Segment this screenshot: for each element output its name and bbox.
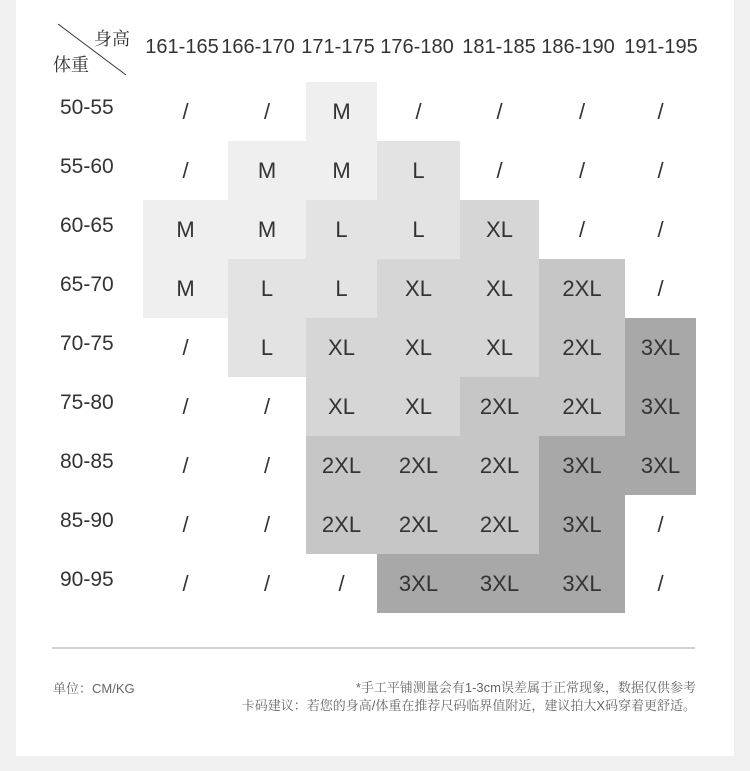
empty-size-cell: / (415, 98, 422, 124)
size-cell: L (377, 200, 460, 259)
empty-size-cell: / (338, 570, 345, 596)
empty-size-cell: / (263, 511, 271, 537)
size-cell: L (228, 318, 306, 377)
size-cell: 2XL (460, 495, 539, 554)
size-cell: M (143, 259, 228, 318)
size-cell: 2XL (539, 318, 625, 377)
size-cell: L (228, 259, 306, 318)
size-cell: XL (460, 259, 539, 318)
empty-size-cell: / (182, 452, 189, 478)
empty-size-cell: / (657, 570, 664, 596)
height-range-header: 171-175 (301, 36, 375, 58)
size-cell: L (377, 141, 460, 200)
size-cell: M (306, 141, 377, 200)
size-cell: M (306, 82, 377, 141)
size-cell: 3XL (377, 554, 460, 613)
weight-range-label: 80-85 (60, 450, 114, 473)
empty-size-cell: / (578, 157, 586, 183)
size-cell: 3XL (539, 495, 625, 554)
empty-size-cell: / (657, 98, 664, 124)
height-range-header: 181-185 (462, 36, 536, 58)
size-cell: 3XL (460, 554, 539, 613)
weight-range-label: 50-55 (60, 96, 114, 119)
empty-size-cell: / (496, 98, 503, 124)
size-cell: 3XL (539, 436, 625, 495)
height-range-header: 161-165 (145, 36, 219, 58)
size-cell: 2XL (377, 495, 460, 554)
weight-range-label: 55-60 (60, 155, 114, 178)
unit-label: 单位：CM/KG (53, 681, 135, 696)
empty-size-cell: / (182, 393, 189, 419)
measurement-note: *手工平铺测量会有1-3cm误差属于正常现象，数据仅供参考 (355, 680, 696, 695)
empty-size-cell: / (657, 511, 664, 537)
empty-size-cell: / (182, 334, 189, 360)
empty-size-cell: / (578, 98, 586, 124)
size-cell: 2XL (306, 495, 377, 554)
size-cell: 3XL (625, 318, 696, 377)
empty-size-cell: / (182, 98, 189, 124)
empty-size-cell: / (182, 511, 189, 537)
size-cell: 2XL (460, 436, 539, 495)
empty-size-cell: / (263, 393, 271, 419)
empty-size-cell: / (657, 157, 664, 183)
weight-range-label: 90-95 (60, 568, 114, 591)
size-cell: 2XL (539, 377, 625, 436)
size-cell: 2XL (377, 436, 460, 495)
size-cell: XL (306, 377, 377, 436)
size-cell: M (228, 141, 306, 200)
size-cell: XL (460, 200, 539, 259)
size-cell: M (228, 200, 306, 259)
size-advice-note: 卡码建议：若您的身高/体重在推荐尺码临界值附近，建议拍大X码穿着更舒适。 (241, 698, 696, 713)
height-range-header: 191-195 (624, 36, 698, 58)
size-cell: XL (460, 318, 539, 377)
size-cell: M (143, 200, 228, 259)
empty-size-cell: / (657, 216, 664, 242)
size-cell: L (306, 200, 377, 259)
size-cell: L (306, 259, 377, 318)
height-range-header: 176-180 (380, 36, 454, 58)
size-cell: 3XL (625, 377, 696, 436)
size-cell: 3XL (539, 554, 625, 613)
divider (52, 647, 695, 649)
size-cell: 2XL (306, 436, 377, 495)
size-cell: 2XL (539, 259, 625, 318)
empty-size-cell: / (263, 452, 271, 478)
size-cell: XL (306, 318, 377, 377)
size-cell: 3XL (625, 436, 696, 495)
height-range-header: 166-170 (221, 36, 295, 58)
weight-range-label: 60-65 (60, 214, 114, 237)
size-cell: XL (377, 259, 460, 318)
empty-size-cell: / (182, 570, 189, 596)
size-cell: XL (377, 318, 460, 377)
weight-range-label: 70-75 (60, 332, 114, 355)
size-cell: XL (377, 377, 460, 436)
weight-axis-label: 体重 (53, 55, 89, 75)
weight-range-label: 75-80 (60, 391, 114, 414)
weight-range-label: 65-70 (60, 273, 114, 296)
weight-range-label: 85-90 (60, 509, 114, 532)
height-axis-label: 身高 (94, 29, 130, 49)
size-cell: 2XL (460, 377, 539, 436)
empty-size-cell: / (263, 570, 271, 596)
empty-size-cell: / (496, 157, 503, 183)
height-range-header: 186-190 (541, 36, 615, 58)
empty-size-cell: / (578, 216, 586, 242)
empty-size-cell: / (182, 157, 189, 183)
empty-size-cell: / (657, 275, 664, 301)
empty-size-cell: / (263, 98, 271, 124)
